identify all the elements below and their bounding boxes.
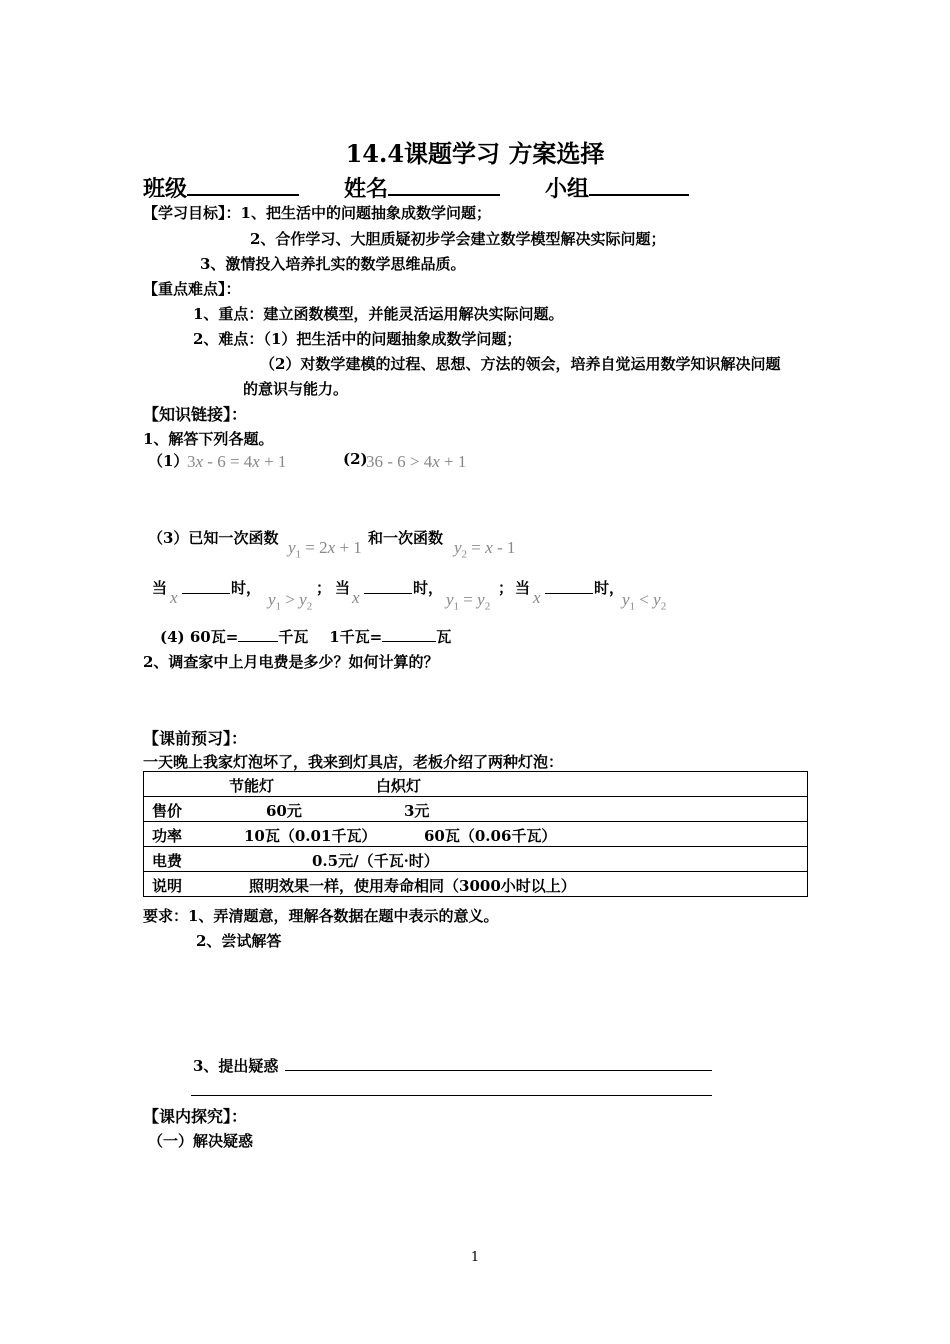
keypoint-3b: 的意识与能力。 xyxy=(243,380,349,398)
inclass-sub-1: （一）解决疑惑 xyxy=(148,1132,254,1150)
function-y1: $y_1 = 2x + 1$ xyxy=(288,538,362,561)
x-var-3: x xyxy=(533,588,541,607)
knowledge-q1: 1、解答下列各题。 xyxy=(143,430,274,448)
cond-y1-eq-y2: $y_1 = y_2$ xyxy=(446,590,491,613)
table-row xyxy=(144,822,808,847)
group-field[interactable] xyxy=(545,172,689,203)
group-label: 小组 xyxy=(545,176,590,202)
note-row-cell xyxy=(144,872,808,897)
table-header-cell xyxy=(144,772,808,797)
price-row-cell xyxy=(144,797,808,822)
keypoint-2: 2、难点：（1）把生活中的问题抽象成数学问题； xyxy=(193,330,522,348)
price-energy-saving: 60元 xyxy=(266,802,302,820)
price-incandescent: 3元 xyxy=(404,802,430,820)
objective-3: 3、激情投入培养扎实的数学思维品质。 xyxy=(200,255,466,273)
x-var-1: x xyxy=(170,588,178,607)
semicolon-1: ； xyxy=(316,579,332,597)
p4-text-a: (4) 60瓦= xyxy=(160,628,239,646)
class-blank[interactable] xyxy=(187,172,299,196)
table-row xyxy=(144,847,808,872)
requirement-3-label: 3、提出疑惑 xyxy=(193,1057,279,1075)
shi-2: 时， xyxy=(413,579,444,597)
function-y2: $y_2 = x - 1$ xyxy=(454,538,516,561)
p4-unit-1: 千瓦 xyxy=(278,628,309,646)
bulb-comparison-table xyxy=(143,771,808,897)
inequality-2: 36 - 6 > 4x + 1 xyxy=(366,452,467,471)
page-title: 14.4课题学习 方案选择 xyxy=(345,139,605,168)
shi-1: 时， xyxy=(231,579,262,597)
price-label: 售价 xyxy=(152,802,183,820)
when-1: 当 xyxy=(152,579,168,597)
requirement-3 xyxy=(193,1055,278,1076)
keypoint-3a: （2）对数学建模的过程、思想、方法的领会，培养自觉运用数学知识解决问题 xyxy=(260,355,781,373)
table-row xyxy=(144,872,808,897)
objective-2: 2、合作学习、大胆质疑初步学会建立数学模型解决实际问题； xyxy=(250,230,666,248)
question-blank-1[interactable] xyxy=(285,1056,712,1071)
semicolon-2: ； xyxy=(498,579,514,597)
requirement-1: 要求：1、弄清题意，理解各数据在题中表示的意义。 xyxy=(143,907,499,925)
fee-label: 电费 xyxy=(152,852,183,870)
power-incandescent: 60瓦（0.06千瓦） xyxy=(424,827,557,845)
problem-1-label: （1） xyxy=(148,452,189,470)
when-2: 当 xyxy=(335,579,351,597)
p4-text-b: 1千瓦= xyxy=(329,628,383,646)
col-energy-saving: 节能灯 xyxy=(229,777,275,795)
page-number: 1 xyxy=(470,1250,480,1265)
preview-intro: 一天晚上我家灯泡坏了，我来到灯具店，老板介绍了两种灯泡： xyxy=(143,753,564,771)
name-label: 姓名 xyxy=(344,176,389,202)
cond-y1-lt-y2: $y_1 < y_2$ xyxy=(622,590,667,613)
objectives-heading: 【学习目标】： xyxy=(143,204,241,222)
blank-1[interactable] xyxy=(182,578,230,598)
keypoint-1: 1、重点：建立函数模型，并能灵活运用解决实际问题。 xyxy=(193,305,564,323)
objective-1: 1、把生活中的问题抽象成数学问题； xyxy=(240,204,491,222)
problem-3-text-b: 和一次函数 xyxy=(368,529,444,547)
knowledge-q2: 2、调查家中上月电费是多少？如何计算的？ xyxy=(143,653,439,671)
problem-2-label: (2) xyxy=(343,450,368,468)
blank-4b[interactable] xyxy=(382,626,436,642)
note-value: 照明效果一样，使用寿命相同（3000小时以上） xyxy=(249,877,576,895)
cond-y1-gt-y2: $y_1 > y_2$ xyxy=(268,590,313,613)
name-blank[interactable] xyxy=(388,172,500,196)
knowledge-heading: 【知识链接】： xyxy=(143,405,248,424)
name-field[interactable] xyxy=(344,172,500,203)
objectives xyxy=(143,202,491,223)
table-row xyxy=(144,772,808,797)
power-label: 功率 xyxy=(152,827,183,845)
inclass-heading: 【课内探究】： xyxy=(143,1107,248,1126)
requirement-2: 2、尝试解答 xyxy=(196,932,282,950)
col-incandescent: 白炽灯 xyxy=(376,777,422,795)
group-blank[interactable] xyxy=(589,172,689,196)
power-energy-saving: 10瓦（0.01千瓦） xyxy=(244,827,377,845)
when-3: 当 xyxy=(515,579,531,597)
shi-3: 时， xyxy=(594,579,625,597)
class-label: 班级 xyxy=(143,176,188,202)
keypoints-heading: 【重点难点】： xyxy=(143,280,241,298)
p4-unit-2: 瓦 xyxy=(436,628,452,646)
blank-2[interactable] xyxy=(364,578,412,598)
blank-3[interactable] xyxy=(545,578,593,598)
class-field[interactable] xyxy=(143,172,299,203)
problem-4 xyxy=(160,626,451,647)
problem-3-text-a: （3）已知一次函数 xyxy=(148,529,279,547)
equation-1: 3x - 6 = 4x + 1 xyxy=(187,452,287,471)
note-label: 说明 xyxy=(152,877,183,895)
preview-heading: 【课前预习】： xyxy=(143,729,248,748)
x-var-2: x xyxy=(352,588,360,607)
question-blank-2[interactable] xyxy=(191,1081,712,1096)
power-row-cell xyxy=(144,822,808,847)
fee-value: 0.5元/（千瓦·时） xyxy=(312,852,439,870)
fee-row-cell xyxy=(144,847,808,872)
table-row xyxy=(144,797,808,822)
blank-4a[interactable] xyxy=(238,626,278,642)
